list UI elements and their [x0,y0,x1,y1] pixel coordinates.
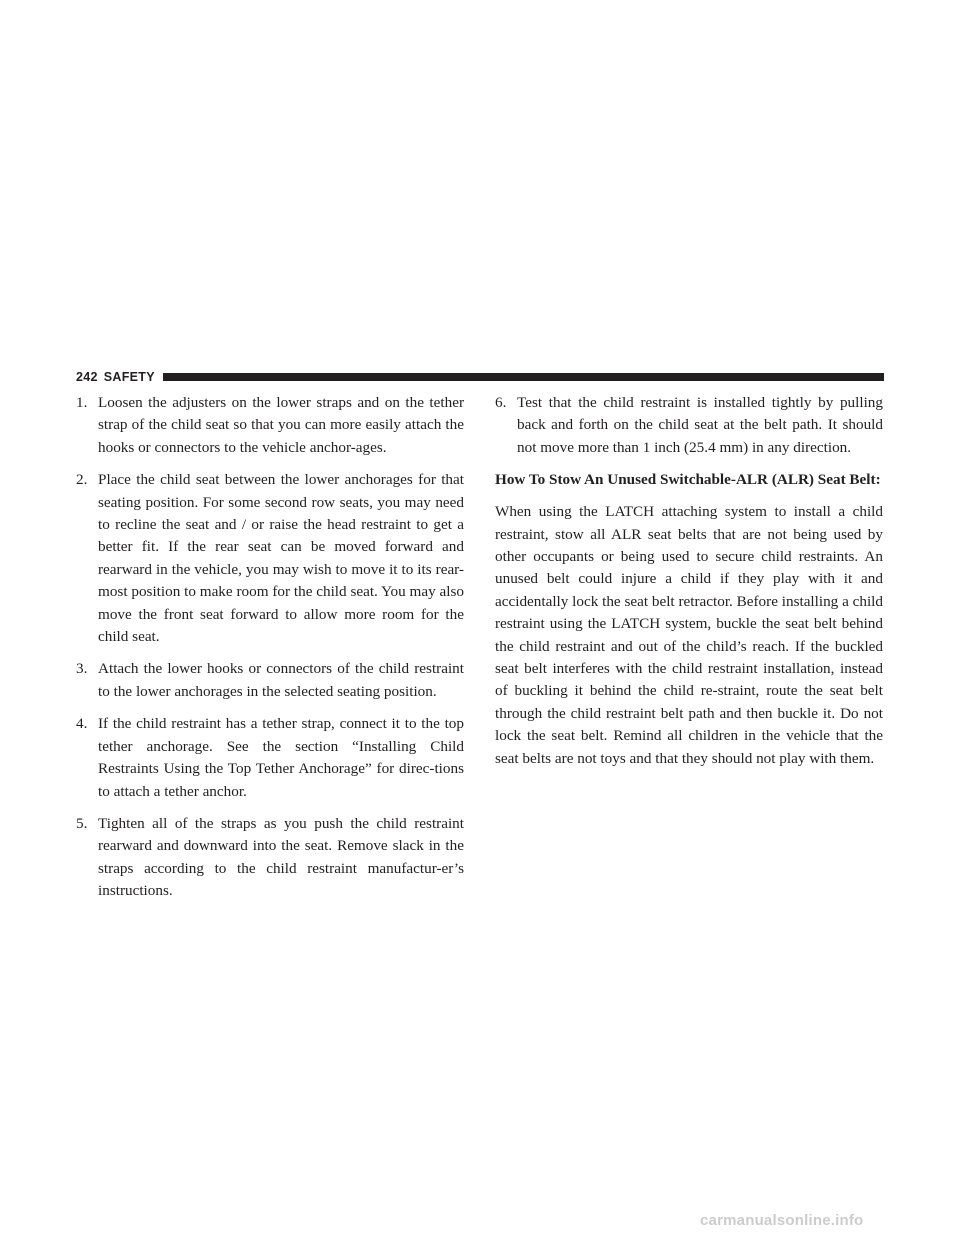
section-heading: How To Stow An Unused Switchable-ALR (ALR) Seat Belt: [495,471,881,489]
step-number: 1. [76,394,88,411]
page-header [76,369,884,385]
step-text: Attach the lower hooks or connectors of the child restraint to the lower anchorages in the selected seating position. [98,660,464,700]
step-text: If the child restraint has a tether strap, connect it to the top tether anchorage. See the section “Installing Child Restraints Using the Top Tether Anchorage” for direc-tions to attach a tether anchor. [98,715,464,800]
step-number: 4. [76,715,88,733]
step-text: Place the child seat between the lower anchorages for that seating position. For some second row seats, you may need to recline the seat and / or raise the head restraint to get a better fit. If the rear seat can be moved forward and rearward in the vehicle, you may wish to move it to its rear-most position to make room for the child seat. You may also move the front seat forward to allow more room for the child seat. [98,471,464,646]
left-column [76,392,464,913]
page-number: 242 [76,370,98,384]
step-item [76,392,464,459]
step-text: Tighten all of the straps as you push the child restraint rearward and downward into the seat. Remove slack in the straps according to the child restraint manufactur-er’s instructions. [98,814,464,900]
body-paragraph: When using the LATCH attaching system to install a child restraint, stow all ALR seat belts that are not being used by other occupants or being used to secure child restraints. An unused belt could injure a child if they play with it and accidentally lock the seat belt retractor. Before installing a child restraint using the LATCH system, buckle the seat belt behind the child restraint and out of the child’s reach. If the buckled seat belt interferes with the child restraint installation, instead of buckling it behind the child re-straint, route the seat belt through the child restraint belt path and then buckle it. Do not lock the seat belt. Remind all children in the vehicle that the seat belts are not toys and that they should not play with them. [495,503,883,767]
step-text: Loosen the adjusters on the lower straps and on the tether strap of the child seat so that you can more easily attach the hooks or connectors to the vehicle anchor-ages. [98,394,464,456]
right-column [495,392,883,770]
step-number: 2. [76,471,88,489]
footer-watermark[interactable]: carmanualsonline.info [700,1212,864,1229]
step-item [495,392,883,459]
installation-steps [76,392,464,903]
step-item [76,813,464,903]
step-text: Test that the child restraint is installed tightly by pulling back and forth on the child seat at the belt path. It should not move more than 1 inch (25.4 mm) in any direction. [517,394,883,456]
header-rule [163,373,884,381]
step-item [76,713,464,803]
step-number: 6. [495,394,507,411]
step-number: 5. [76,814,88,832]
installation-steps-continued [495,392,883,459]
step-item [76,469,464,648]
step-item [76,658,464,703]
step-number: 3. [76,660,88,678]
section-title: SAFETY [103,370,155,384]
